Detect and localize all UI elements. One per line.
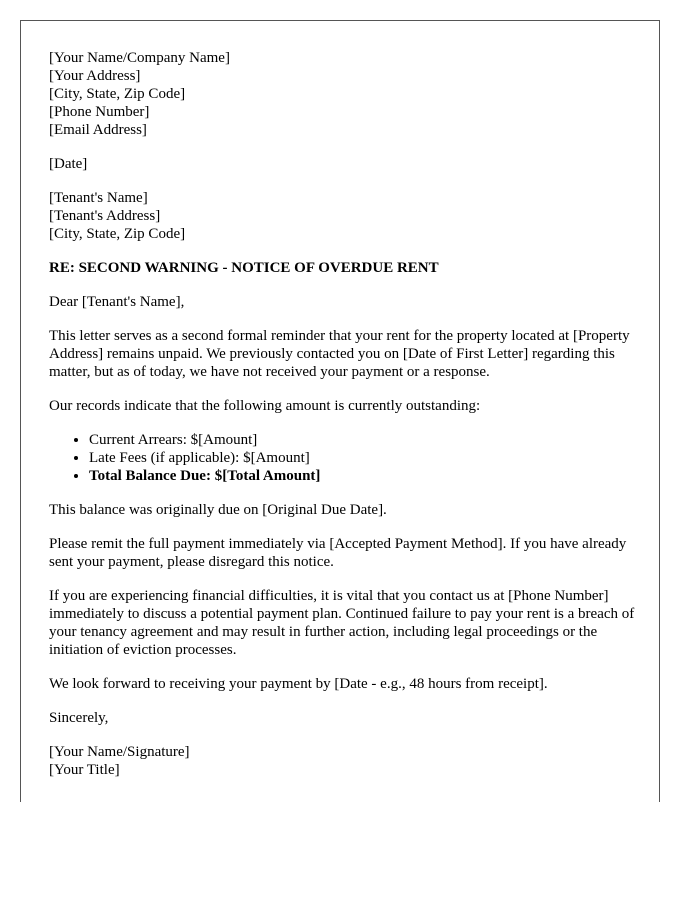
sender-email: [Email Address] bbox=[49, 122, 147, 138]
signature-name: [Your Name/Signature] bbox=[49, 744, 190, 760]
payment-deadline-paragraph: We look forward to receiving your payment by [Date - e.g., 48 hours from receipt]. bbox=[49, 676, 548, 692]
letter-body bbox=[49, 49, 639, 795]
sender-name: [Your Name/Company Name] bbox=[49, 50, 230, 66]
sender-city: [City, State, Zip Code] bbox=[49, 86, 186, 102]
difficulties-paragraph: If you are experiencing financial difficulties, it is vital that you contact us at [Phone Number] immediately to discuss a potential payment plan. Continued failure to pay your rent is a breach of your tenancy agreement and may result in further action, including legal proceedings or the initiation of eviction processes. bbox=[49, 588, 635, 658]
recipient-name: [Tenant's Name] bbox=[49, 190, 148, 206]
list-item-total-balance: • Total Balance Due: $[Total Amount] bbox=[89, 467, 639, 485]
date-line: [Date] bbox=[49, 156, 88, 172]
salutation: Dear [Tenant's Name], bbox=[49, 294, 185, 310]
recipient-address: [Tenant's Address] bbox=[49, 208, 161, 224]
amounts-list bbox=[49, 431, 639, 485]
sender-address: [Your Address] bbox=[49, 68, 141, 84]
sender-phone: [Phone Number] bbox=[49, 104, 150, 120]
letter-page bbox=[20, 20, 660, 802]
signature-block bbox=[49, 743, 639, 779]
records-paragraph: Our records indicate that the following amount is currently outstanding: bbox=[49, 398, 481, 414]
list-item-late-fees: • Late Fees (if applicable): $[Amount] bbox=[89, 449, 639, 467]
remit-paragraph: Please remit the full payment immediately via [Accepted Payment Method]. If you have already sent your payment, please disregard this notice. bbox=[49, 536, 627, 570]
closing: Sincerely, bbox=[49, 710, 109, 726]
list-item-arrears: • Current Arrears: $[Amount] bbox=[89, 431, 639, 449]
signature-title: [Your Title] bbox=[49, 762, 120, 778]
intro-paragraph: This letter serves as a second formal reminder that your rent for the property located at [Property Address] remains unpaid. We previously contacted you on [Date of First Letter] regarding this matter, but as of today, we have not received your payment or a response. bbox=[49, 328, 630, 380]
subject-line: RE: SECOND WARNING - NOTICE OF OVERDUE RENT bbox=[49, 260, 439, 276]
recipient-city: [City, State, Zip Code] bbox=[49, 226, 186, 242]
sender-block bbox=[49, 49, 639, 139]
due-date-paragraph: This balance was originally due on [Original Due Date]. bbox=[49, 502, 387, 518]
recipient-block bbox=[49, 189, 639, 243]
